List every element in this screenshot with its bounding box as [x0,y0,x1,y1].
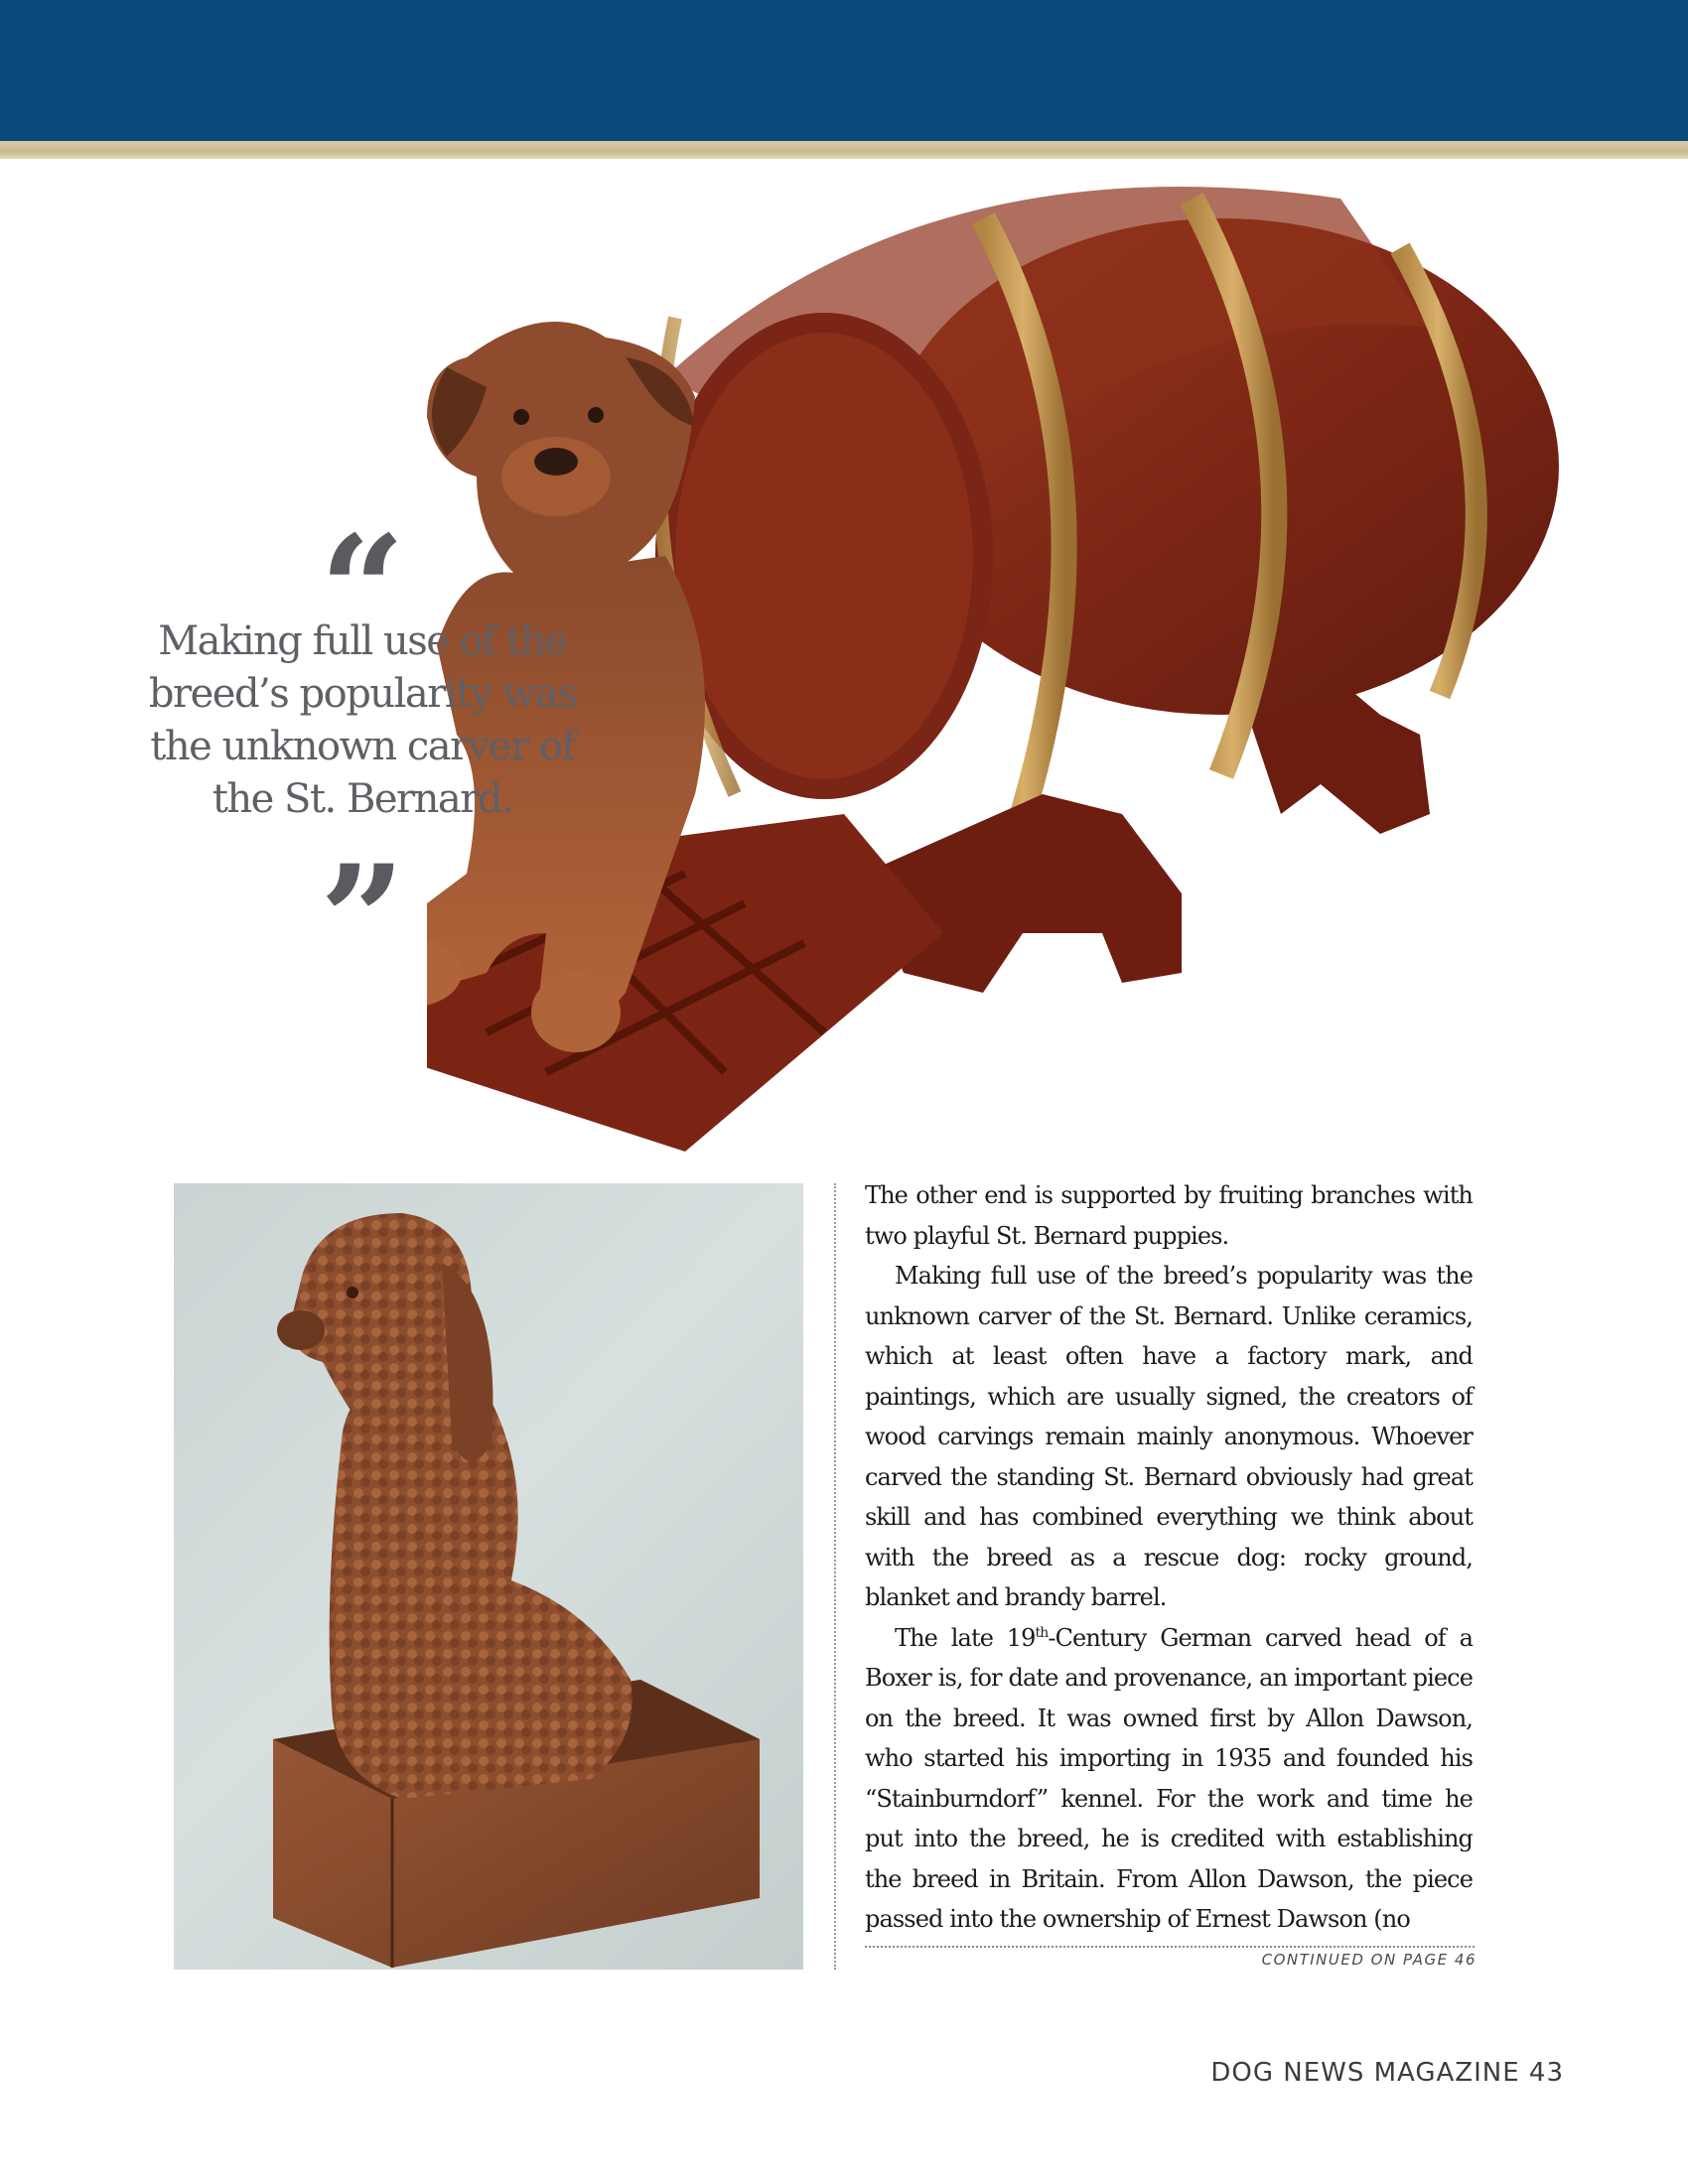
close-quote-mark: ” [319,833,406,1008]
ordinal-superscript: th [1035,1624,1049,1641]
pull-quote-text [129,615,596,826]
article-paragraph [865,1618,1473,1940]
top-banner [0,0,1688,141]
page-folio: DOG NEWS MAGAZINE 43 [1210,2058,1564,2088]
article-text: The late 19 [895,1623,1036,1652]
continued-note: CONTINUED ON PAGE 46 [1261,1951,1477,1969]
barrel-dog-carving-photo [427,179,1589,1161]
article-paragraph: Making full use of the breed’s popularity was the unknown carver of the St. Bernard. Unlike ceramics, which at least often have a factory mark, and paintings, which are usually signed, the creators of wood carvings remain mainly anonymous. Whoever carved the standing St. Bernard obviously had great skill and has combined everything we think about with the breed as a rescue dog: rocky ground, blanket and brandy barrel. [865,1262,1473,1611]
article-body [865,1175,1473,1940]
pull-quote-line: the St. Bernard. [211,776,513,822]
pull-quote [129,503,596,1008]
open-quote-mark: “ [319,503,406,678]
pull-quote-line: Making full use of the [158,618,567,664]
article-paragraph: The other end is supported by fruiting branches with two playful St. Bernard puppies. [865,1181,1473,1250]
article-text: -Century German carved head of a Boxer is, for date and provenance, an important piece on the breed. It was owned first by Allon Dawson, who started his importing in 1935 and founded his “Stainburndorf” kennel. For the work and time he put into the breed, he is credited with establishing the breed in Britain. From Allon Dawson, the piece passed into the ownership of Ernest Dawson (no [865,1623,1473,1933]
pull-quote-line: breed’s popularity was [148,671,577,717]
pull-quote-line: the unknown carver of [150,724,575,769]
banner-trim [0,141,1688,159]
column-divider [834,1183,836,1970]
poodle-carving-photo [174,1183,803,1970]
article-end-rule [865,1946,1475,1948]
